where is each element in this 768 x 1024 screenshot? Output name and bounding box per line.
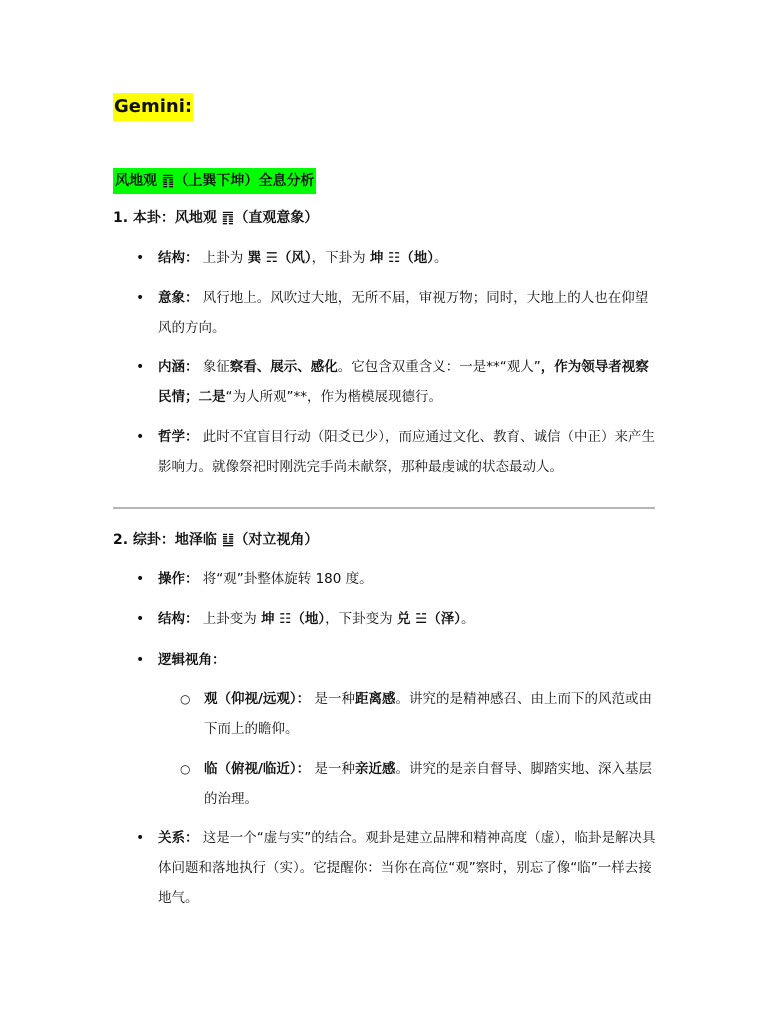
item-text: 。: [461, 611, 475, 627]
list-item: [136, 564, 656, 594]
sub-bullet: ○: [180, 762, 191, 776]
item-bold: 兑 ☱（泽）: [396, 611, 462, 627]
item-label: 哲学：: [158, 429, 199, 445]
list-item: [136, 243, 656, 273]
sub-list-item: [180, 684, 660, 744]
item-text: 这是一个“虚与实”的结合。观卦是建立品牌和精神高度（虚），临卦是解决具体问题和落地执行（实）。它提醒你：当你在高位“观”察时，别忘了像“临”一样去接地气。: [158, 830, 656, 906]
item-text: 。讲究的是亲自督导、脚踏实地、深入基层的治理。: [204, 761, 652, 807]
item-bold: 坤 ☷（地）: [369, 250, 435, 266]
page-title: Gemini:: [113, 93, 193, 121]
item-label: 内涵：: [158, 359, 199, 375]
item-text: 此时不宜盲目行动（阳爻已少），而应通过文化、教育、诚信（中正）来产生影响力。就像祭祀时刚洗完手尚未献祭，那种最虔诚的状态最动人。: [158, 429, 656, 475]
item-text: 是一种: [310, 761, 355, 777]
list-item: [136, 645, 656, 675]
item-text: 将“观”卦整体旋转 180 度。: [202, 571, 373, 587]
bullet: •: [136, 652, 145, 668]
item-label: 关系：: [158, 830, 199, 846]
item-label: 逻辑视角：: [158, 652, 226, 668]
analysis-heading: 风地观 ䷓（上巽下坤）全息分析: [113, 168, 316, 194]
item-text: 上卦变为: [202, 611, 262, 627]
bullet: •: [136, 359, 145, 375]
item-bold: ，作为领导者视察民情；二是: [158, 359, 649, 405]
sub-list-item: [180, 754, 660, 814]
item-text: 上卦为: [202, 250, 248, 266]
list-item: [136, 352, 656, 412]
item-text: ，下卦变为: [325, 611, 397, 627]
bullet: •: [136, 571, 145, 587]
list-item: [136, 283, 656, 343]
item-bold: 坤 ☷（地）: [261, 611, 326, 627]
item-bold: 巽 ☴（风）: [247, 250, 312, 266]
item-label: 结构：: [158, 250, 199, 266]
item-bold: 察看、展示、感化: [229, 359, 338, 375]
section1-heading: 1. 本卦：风地观 ䷓（直观意象）: [113, 210, 319, 226]
bullet: •: [136, 250, 145, 266]
item-label: 临（俯视/临近）：: [204, 761, 311, 777]
bullet: •: [136, 830, 145, 846]
bullet: •: [136, 290, 145, 306]
item-label: 意象：: [158, 290, 199, 306]
item-label: 结构：: [158, 611, 199, 627]
item-bold: 亲近感: [354, 761, 396, 777]
item-text: “为人所观”**，作为楷模展现德行。: [225, 389, 442, 405]
item-label: 观（仰视/远观）：: [204, 691, 311, 707]
item-text: ，下卦为: [311, 250, 370, 266]
list-item: [136, 604, 656, 634]
item-label: 操作：: [158, 571, 199, 587]
item-text: 是一种: [310, 691, 355, 707]
divider: [113, 507, 655, 509]
list-item: [136, 422, 656, 482]
list-item: [136, 823, 656, 913]
sub-bullet: ○: [180, 692, 191, 706]
bullet: •: [136, 429, 145, 445]
item-text: 。它包含双重含义：一是**“观人”: [337, 359, 541, 375]
section2-heading: 2. 综卦：地泽临 ䷒（对立视角）: [113, 532, 319, 548]
item-text: 。: [434, 250, 448, 266]
item-text: 。讲究的是精神感召、由上而下的风范或由下而上的瞻仰。: [204, 691, 652, 737]
bullet: •: [136, 611, 145, 627]
item-bold: 距离感: [354, 691, 396, 707]
item-text: 象征: [202, 359, 230, 375]
item-text: 风行地上。风吹过大地，无所不届，审视万物；同时，大地上的人也在仰望风的方向。: [158, 290, 649, 336]
